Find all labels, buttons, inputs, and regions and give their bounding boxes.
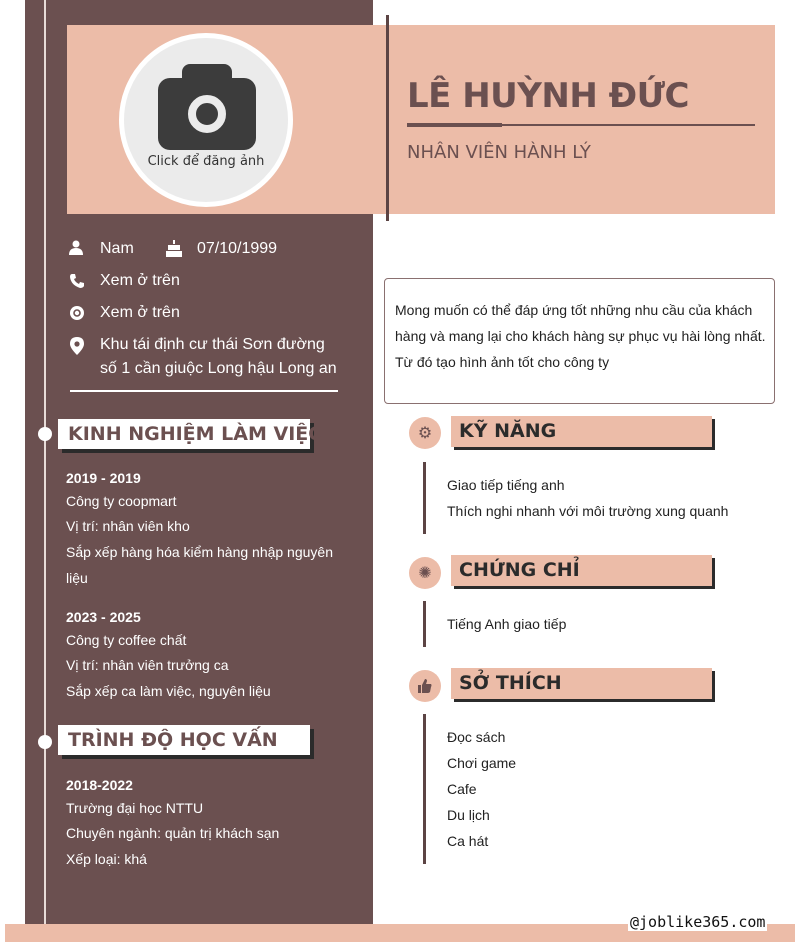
birthday-cake-icon (166, 239, 180, 255)
location-pin-icon (69, 337, 83, 353)
timeline-dot (38, 735, 52, 749)
job-title: NHÂN VIÊN HÀNH LÝ (407, 142, 591, 163)
candidate-name: LÊ HUỲNH ĐỨC (407, 76, 690, 116)
education-heading-box (58, 725, 310, 755)
hobby-item: Chơi game (447, 755, 517, 771)
experience-heading-box (58, 419, 323, 449)
badge-icon: ✺ (409, 557, 441, 589)
avatar-upload[interactable] (119, 33, 293, 207)
education-period: 2018-2022 (66, 777, 133, 793)
career-objective-text: Mong muốn có thể đáp ứng tốt những nhu cầu của khách hàng và mang lại cho khách hàng sự phục vụ hài lòng nhất. Từ đó tạo hình ảnh tốt cho công ty (395, 302, 766, 370)
camera-lens (188, 95, 226, 133)
skills-line (423, 462, 426, 534)
header-separator (386, 15, 389, 221)
certificates-line (423, 601, 426, 647)
timeline-line (44, 0, 46, 942)
experience-period: 2023 - 2025 (66, 609, 141, 625)
address-line-2: số 1 cần giuộc Long hậu Long an (100, 360, 337, 377)
experience-description-cont: liệu (66, 570, 88, 586)
hobby-item: Ca hát (447, 833, 489, 849)
experience-period: 2019 - 2019 (66, 470, 141, 486)
experience-heading: KINH NGHIỆM LÀM VIỆC (68, 423, 323, 445)
experience-position: Vị trí: nhân viên kho (66, 518, 190, 534)
email-icon (69, 305, 83, 321)
hobbies-line (423, 714, 426, 864)
hobbies-heading-box (451, 668, 712, 699)
skill-item: Giao tiếp tiếng anh (447, 477, 565, 493)
career-objective-box (384, 278, 775, 404)
education-grade: Xếp loại: khá (66, 851, 147, 867)
user-icon (69, 240, 83, 256)
phone-value: Xem ở trên (100, 272, 180, 289)
certificates-heading: CHỨNG CHỈ (459, 559, 580, 581)
certificate-item: Tiếng Anh giao tiếp (447, 616, 567, 632)
experience-company: Công ty coopmart (66, 493, 177, 509)
camera-icon (158, 78, 256, 150)
education-major: Chuyên ngành: quản trị khách sạn (66, 825, 280, 841)
footer-watermark: @joblike365.com (630, 913, 766, 931)
birthday-value: 07/10/1999 (197, 240, 278, 257)
experience-description: Sắp xếp ca làm việc, nguyên liệu (66, 683, 271, 699)
gender-value: Nam (100, 240, 134, 257)
gears-icon: ⚙ (409, 417, 441, 449)
address-line-1: Khu tái định cư thái Sơn đường (100, 336, 325, 353)
phone-icon (69, 273, 83, 289)
email-value: Xem ở trên (100, 304, 180, 321)
hobbies-heading: SỞ THÍCH (459, 672, 562, 694)
info-divider (70, 390, 338, 392)
experience-description: Sắp xếp hàng hóa kiểm hàng nhập nguyên (66, 544, 333, 560)
hobby-item: Du lịch (447, 807, 490, 823)
avatar-caption: Click để đăng ảnh (147, 154, 265, 169)
skills-heading: KỸ NĂNG (459, 420, 557, 442)
hobby-item: Cafe (447, 781, 477, 797)
skills-heading-box (451, 416, 712, 447)
thumbs-up-icon (409, 670, 441, 702)
education-heading: TRÌNH ĐỘ HỌC VẤN (68, 729, 278, 751)
timeline-dot (38, 427, 52, 441)
name-underline-accent (407, 123, 502, 127)
hobby-item: Đọc sách (447, 729, 506, 745)
certificates-heading-box (451, 555, 712, 586)
experience-position: Vị trí: nhân viên trưởng ca (66, 657, 229, 673)
education-school: Trường đại học NTTU (66, 800, 204, 816)
experience-company: Công ty coffee chất (66, 632, 187, 648)
skill-item: Thích nghi nhanh với môi trường xung quanh (447, 503, 729, 519)
